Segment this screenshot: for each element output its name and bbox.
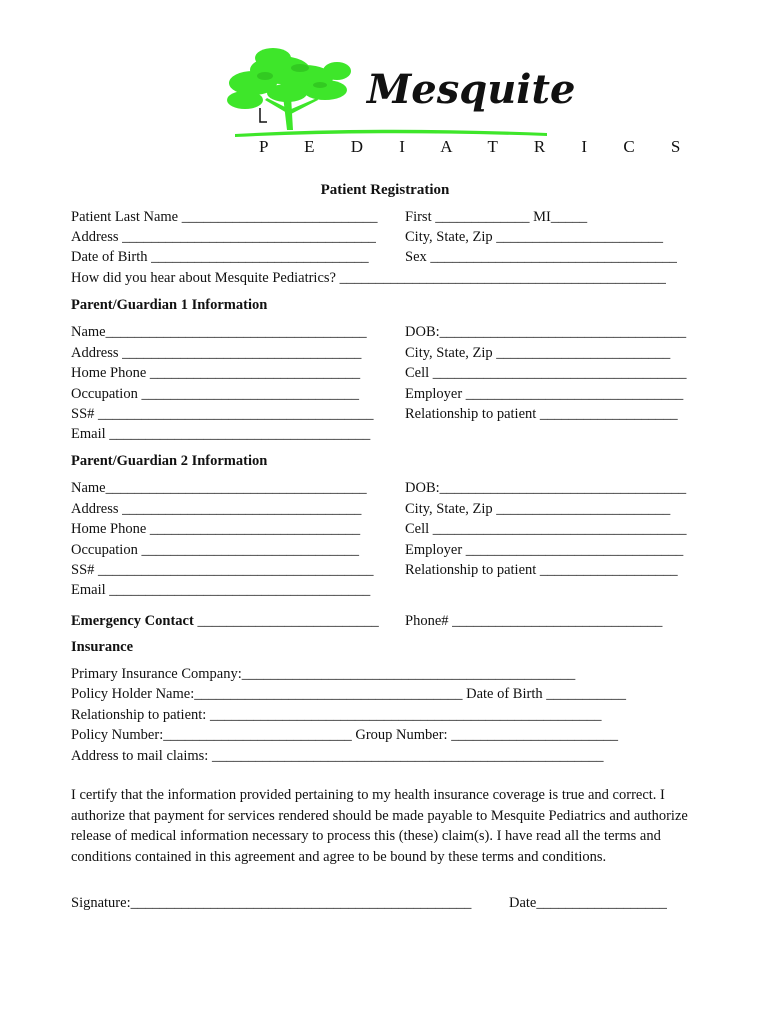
policy-holder-field[interactable]: Policy Holder Name:_____________________________________ Date of Birth ___________ xyxy=(71,686,626,702)
patient-city-state-zip-field[interactable]: City, State, Zip _______________________ xyxy=(405,229,664,245)
referral-source-field[interactable]: How did you hear about Mesquite Pediatrics? _____________________________________________ xyxy=(71,270,666,286)
insurance-company-field[interactable]: Primary Insurance Company:______________________________________________ xyxy=(71,666,576,682)
guardian1-email-field[interactable]: Email ____________________________________ xyxy=(71,426,371,442)
guardian2-heading: Parent/Guardian 2 Information xyxy=(71,453,268,469)
guardian2-csz-field[interactable]: City, State, Zip ________________________ xyxy=(405,501,671,517)
guardian2-address-field[interactable]: Address _________________________________ xyxy=(71,501,362,517)
guardian2-home-phone-field[interactable]: Home Phone _____________________________ xyxy=(71,521,361,537)
patient-last-name-field[interactable]: Patient Last Name ___________________________ xyxy=(71,209,378,225)
guardian1-occupation-field[interactable]: Occupation ______________________________ xyxy=(71,386,359,402)
insurance-relationship-field[interactable]: Relationship to patient: ______________________________________________________ xyxy=(71,707,602,723)
guardian1-cell-field[interactable]: Cell ___________________________________ xyxy=(405,365,687,381)
guardian2-dob-field[interactable]: DOB:__________________________________ xyxy=(405,480,687,496)
guardian2-occupation-field[interactable]: Occupation ______________________________ xyxy=(71,542,359,558)
emergency-contact-blank[interactable]: _________________________ xyxy=(193,613,379,629)
mesquite-logo xyxy=(225,38,697,168)
guardian1-relationship-field[interactable]: Relationship to patient ___________________ xyxy=(405,406,678,422)
patient-dob-field[interactable]: Date of Birth ______________________________ xyxy=(71,249,369,265)
insurance-heading: Insurance xyxy=(71,639,134,655)
guardian1-employer-field[interactable]: Employer ______________________________ xyxy=(405,386,684,402)
guardian1-address-field[interactable]: Address _________________________________ xyxy=(71,345,362,361)
date-field[interactable]: Date__________________ xyxy=(509,895,667,911)
guardian2-relationship-field[interactable]: Relationship to patient ___________________ xyxy=(405,562,678,578)
guardian1-csz-field[interactable]: City, State, Zip ________________________ xyxy=(405,345,671,361)
patient-sex-field[interactable]: Sex __________________________________ xyxy=(405,249,677,265)
signature-field[interactable]: Signature:_______________________________________________ xyxy=(71,895,472,911)
emergency-contact-label: Emergency Contact xyxy=(71,613,194,629)
policy-number-field[interactable]: Policy Number:__________________________ Group Number: _______________________ xyxy=(71,727,618,743)
patient-address-field[interactable]: Address ___________________________________ xyxy=(71,229,376,245)
logo-subtitle: P E D I A T R I C S xyxy=(259,137,697,156)
guardian1-ss-field[interactable]: SS# ______________________________________ xyxy=(71,406,374,422)
claims-address-field[interactable]: Address to mail claims: ______________________________________________________ xyxy=(71,748,604,764)
patient-first-mi-field[interactable]: First _____________ MI_____ xyxy=(405,209,588,225)
guardian2-cell-field[interactable]: Cell ___________________________________ xyxy=(405,521,687,537)
emergency-contact-field[interactable] xyxy=(71,611,379,631)
guardian1-home-phone-field[interactable]: Home Phone _____________________________ xyxy=(71,365,361,381)
guardian1-heading: Parent/Guardian 1 Information xyxy=(71,297,268,313)
guardian2-ss-field[interactable]: SS# ______________________________________ xyxy=(71,562,374,578)
guardian1-name-field[interactable]: Name____________________________________ xyxy=(71,324,367,340)
guardian2-name-field[interactable]: Name____________________________________ xyxy=(71,480,367,496)
guardian1-dob-field[interactable]: DOB:__________________________________ xyxy=(405,324,687,340)
logo-wordmark: Mesquite xyxy=(367,66,576,113)
emergency-phone-field[interactable]: Phone# _____________________________ xyxy=(405,613,663,629)
guardian2-employer-field[interactable]: Employer ______________________________ xyxy=(405,542,684,558)
certification-text: I certify that the information provided pertaining to my health insurance coverage is true and correct. I authorize that payment for services rendered should be made payable to Mesquite Pediatrics and authorize release of medical information necessary to process this (these) claim(s). I have read all the terms and conditions contained in this agreement and agree to be bound by these terms and conditions. xyxy=(71,787,688,865)
guardian2-email-field[interactable]: Email ____________________________________ xyxy=(71,582,371,598)
form-title: Patient Registration xyxy=(320,182,450,198)
